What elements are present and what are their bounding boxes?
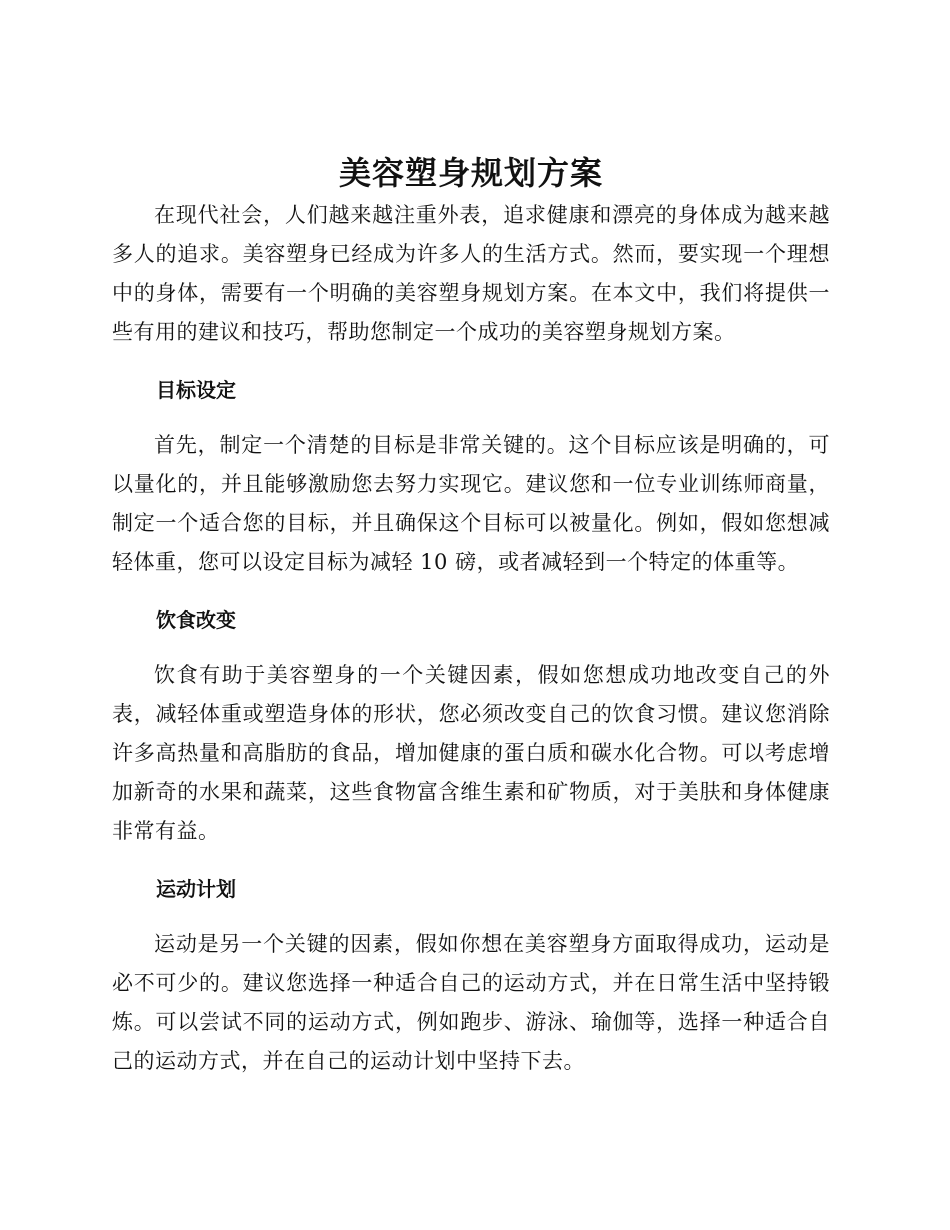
section-heading-diet-change: 饮食改变 xyxy=(156,608,236,632)
section-body-goal-setting: 首先，制定一个清楚的目标是非常关键的。这个目标应该是明确的，可以量化的，并且能够激励您去努力实现它。建议您和一位专业训练师商量，制定一个适合您的目标，并且确保这个目标可以被量化。例如，假如您想减轻体重，您可以设定目标为减轻 10 磅，或者减轻到一个特定的体重等。 xyxy=(112,433,830,574)
section-body-exercise-plan: 运动是另一个关键的因素，假如你想在美容塑身方面取得成功，运动是必不可少的。建议您选择一种适合自己的运动方式，并在日常生活中坚持锻炼。可以尝试不同的运动方式，例如跑步、游泳、瑜伽等，选择一种适合自己的运动方式，并在自己的运动计划中坚持下去。 xyxy=(112,932,830,1073)
section-heading-exercise-plan: 运动计划 xyxy=(156,877,236,901)
document-page xyxy=(112,150,830,1081)
section-body-diet-change: 饮食有助于美容塑身的一个关键因素，假如您想成功地改变自己的外表，减轻体重或塑造身体的形状，您必须改变自己的饮食习惯。建议您消除许多高热量和高脂肪的食品，增加健康的蛋白质和碳水化合物。可以考虑增加新奇的水果和蔬菜，这些食物富含维生素和矿物质，对于美肤和身体健康非常有益。 xyxy=(112,663,830,843)
document-title: 美容塑身规划方案 xyxy=(338,154,603,192)
section-heading-goal-setting: 目标设定 xyxy=(156,378,236,402)
intro-paragraph: 在现代社会，人们越来越注重外表，追求健康和漂亮的身体成为越来越多人的追求。美容塑身已经成为许多人的生活方式。然而，要实现一个理想中的身体，需要有一个明确的美容塑身规划方案。在本文中，我们将提供一些有用的建议和技巧，帮助您制定一个成功的美容塑身规划方案。 xyxy=(112,203,830,344)
